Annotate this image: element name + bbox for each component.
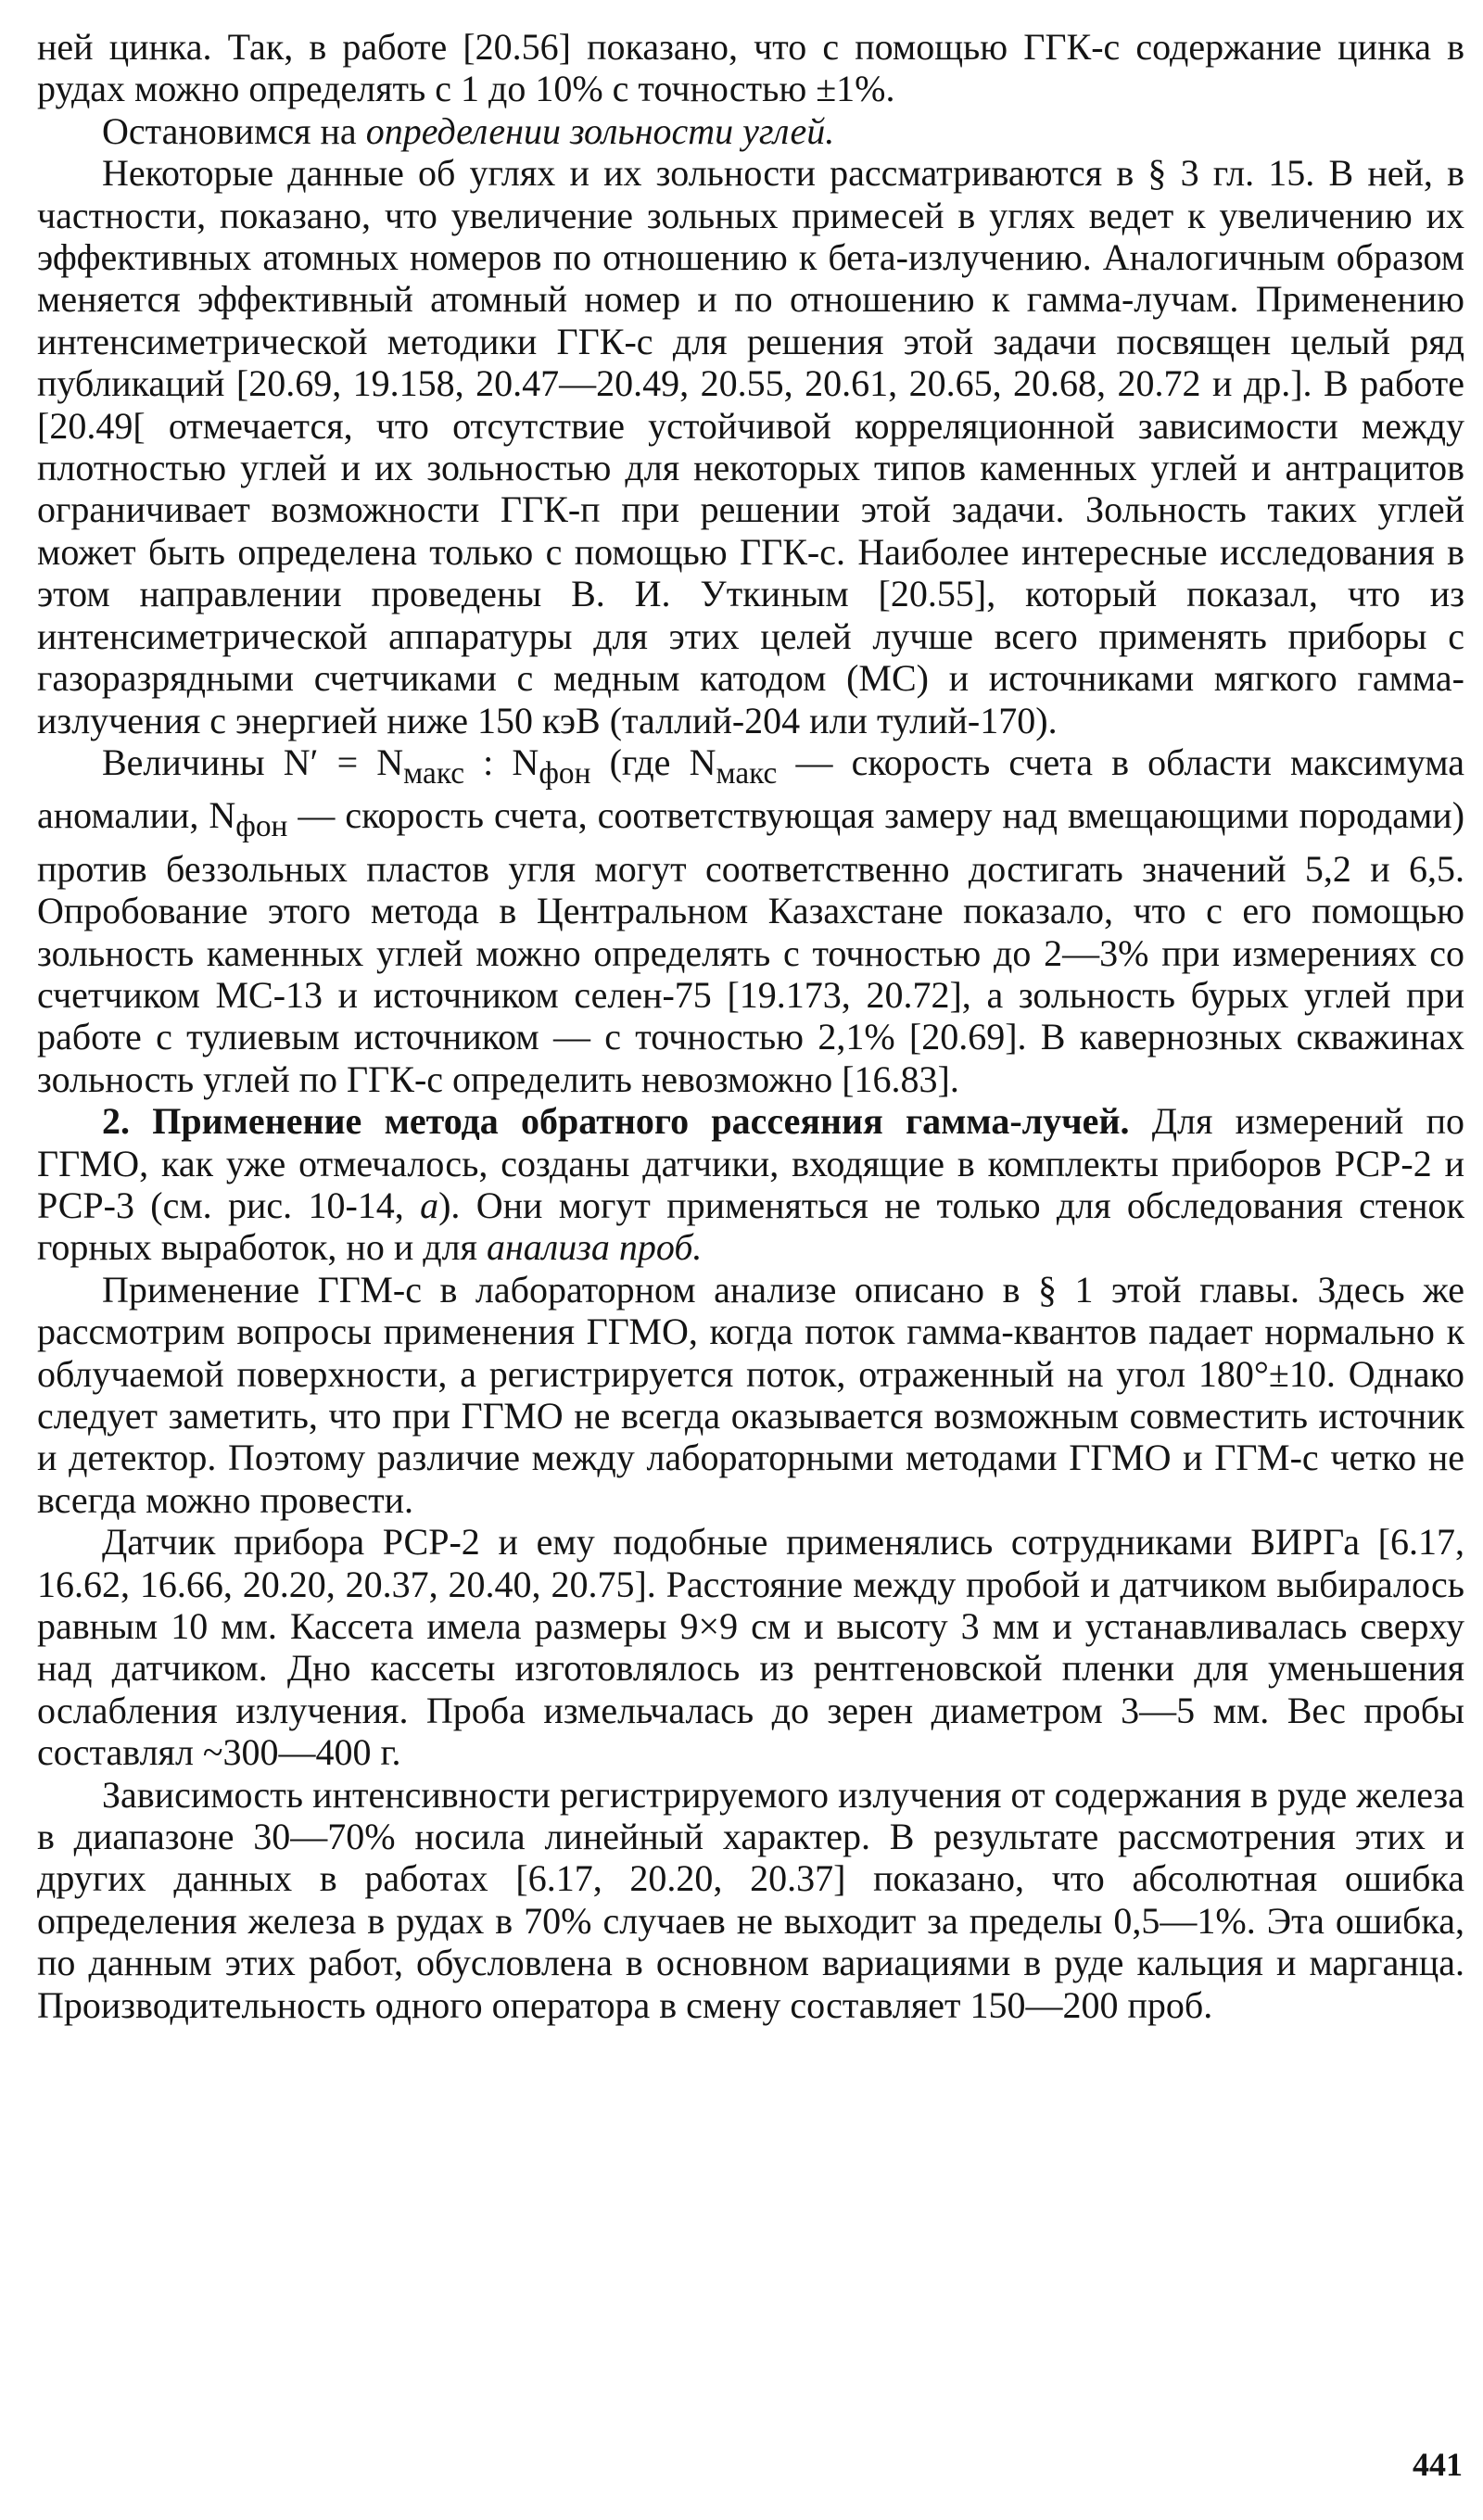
italic-text: а <box>420 1184 439 1226</box>
subscript-text: фон <box>539 755 591 791</box>
subscript-text: макс <box>716 755 778 791</box>
text-run: Величины N′ = N <box>102 741 404 783</box>
paragraph <box>37 152 1464 741</box>
paragraph <box>37 110 1464 152</box>
subscript-text: макс <box>403 755 464 791</box>
text-run: : N <box>463 741 539 783</box>
page-body <box>37 26 1464 2026</box>
paragraph <box>37 26 1464 110</box>
paragraph <box>37 1100 1464 1269</box>
text-run: Датчик прибора РСР-2 и ему подобные применялись сотрудниками ВИРГа [6.17, 16.62, 16.66, 20.20, 20.37, 20.40, 20.75]. Расстояние между пробой и датчиком выбиралось равным 10 мм. Кассета имела размеры 9×9 см и высоту 3 мм и устанавливалась сверху над датчиком. Дно кассеты изготовлялось из рентгеновской пленки для уменьшения ослабления излучения. Проба измельчалась до зерен диаметром 3—5 мм. Вес пробы составлял ~300—400 г. <box>37 1521 1464 1774</box>
text-run: Некоторые данные об углях и их зольности рассматриваются в § 3 гл. 15. В ней, в частности, показано, что увеличение зольных примесей в углях ведет к увеличению их эффективных атомных номеров по отношению к бета-излучению. Аналогичным образом меняется эффективный атомный номер и по отношению к гамма-лучам. Применению интенсиметрической методики ГГК-с для решения этой задачи посвящен целый ряд публикаций [20.69, 19.158, 20.47—20.49, 20.55, 20.61, 20.65, 20.68, 20.72 и др.]. В работе [20.49[ отмечается, что отсутствие устойчивой корреляционной зависимости между плотностью углей и их зольностью для некоторых типов каменных углей и антрацитов ограничивает возможности ГГК-п при решении этой задачи. Зольность таких углей может быть определена только с помощью ГГК-с. Наиболее интересные исследования в этом направлении проведены В. И. Уткиным [20.55], который показал, что из интенсиметрической аппаратуры для этих целей лучше всего применять приборы с газоразрядными счетчиками с медным катодом (МС) и источниками мягкого гамма-излучения с энергией ниже 150 кэВ (таллий-204 или тулий-170). <box>37 152 1464 741</box>
subscript-text: фон <box>235 809 288 844</box>
page-number: 441 <box>1413 2446 1463 2483</box>
text-run: Остановимся на <box>102 109 366 152</box>
text-run: (где N <box>590 741 716 783</box>
italic-text: анализа проб. <box>486 1226 703 1269</box>
paragraph <box>37 1269 1464 1521</box>
text-run: — скорость счета в области максимума аномалии, N <box>37 741 1465 837</box>
text-run: ней цинка. Так, в работе [20.56] показано, что с помощью ГГК-с содержание цинка в рудах можно определять с 1 до 10% с точностью ±1%. <box>37 26 1464 110</box>
text-run: — скорость счета, соответствующая замеру над вмещающими породами) против беззольных пластов угля могут соответственно достигать значений 5,2 и 6,5. Опробование этого метода в Центральном Казахстане показало, что с его помощью зольность каменных углей можно определять с точностью до 2—3% при измерениях со счетчиком МС-13 и источником селен-75 [19.173, 20.72], а зольность бурых углей при работе с тулиевым источником — с точностью 2,1% [20.69]. В кавернозных скважинах зольность углей по ГГК-с определить невозможно [16.83]. <box>37 794 1465 1100</box>
bold-text: 2. Применение метода обратного рассеяния гамма-лучей. <box>102 1100 1130 1143</box>
text-run: Зависимость интенсивности регистрируемого излучения от содержания в руде железа в диапазоне 30—70% носила линейный характер. В результате рассмотрения этих и других данных в работах [6.17, 20.20, 20.37] показано, что абсолютная ошибка определения железа в рудах в 70% случаев не выходит за пределы 0,5—1%. Эта ошибка, по данным этих работ, обусловлена в основном вариациями в руде кальция и марганца. Производительность одного оператора в смену составляет 150—200 проб. <box>37 1773 1464 2026</box>
paragraph <box>37 1774 1464 2026</box>
text-run: Для измерений по ГГМО, как уже отмечалось, созданы датчики, входящие в комплекты приборов РСР-2 и РСР-3 (см. рис. 10-14, <box>37 1100 1464 1226</box>
text-run: ). Они могут применяться не только для обследования стенок горных выработок, но и для <box>37 1184 1464 1269</box>
italic-text: определении зольности углей. <box>365 109 835 152</box>
text-run: Применение ГГМ-с в лабораторном анализе описано в § 1 этой главы. Здесь же рассмотрим вопросы применения ГГМО, когда поток гамма-квантов падает нормально к облучаемой поверхности, а регистрируется поток, отраженный на угол 180°±10. Однако следует заметить, что при ГГМО не всегда оказывается возможным совместить источник и детектор. Поэтому различие между лабораторными методами ГГМО и ГГМ-с четко не всегда можно провести. <box>37 1268 1464 1521</box>
paragraph <box>37 741 1464 1100</box>
paragraph <box>37 1521 1464 1773</box>
